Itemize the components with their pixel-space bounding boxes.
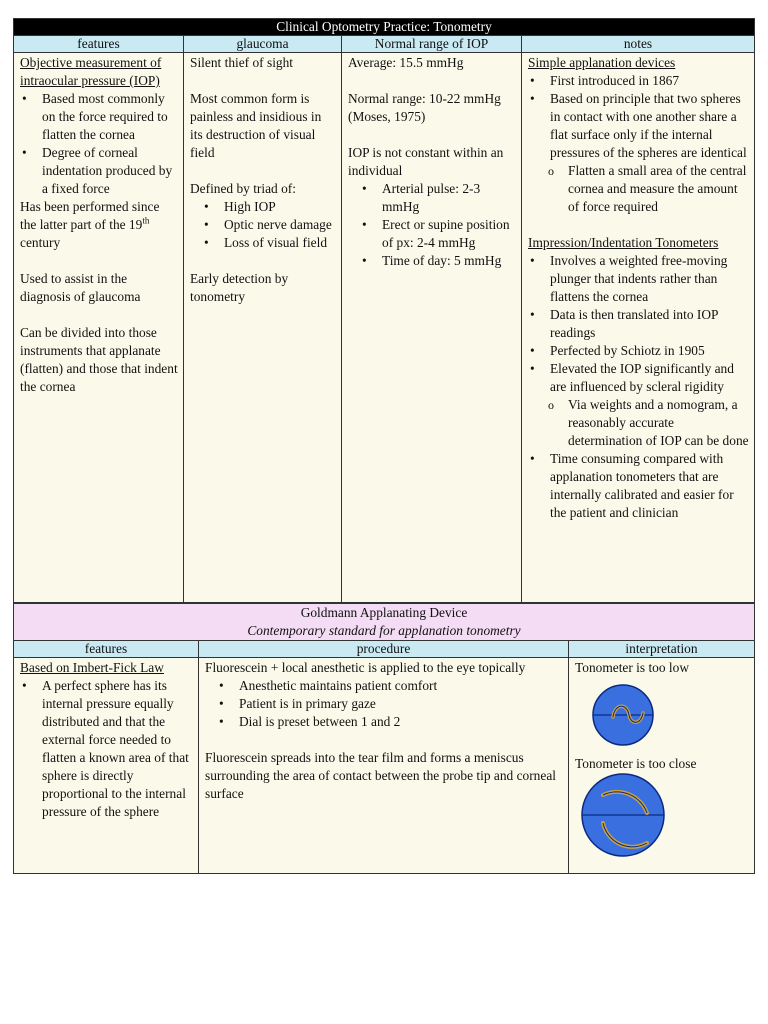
goldmann-header-row <box>14 641 755 658</box>
iop-variation-list <box>348 180 516 270</box>
iop-normal-range: Normal range: 10-22 mmHg (Moses, 1975) <box>348 91 501 124</box>
list-item: • Data is then translated into IOP readings <box>528 306 749 342</box>
iop-cell <box>342 53 522 603</box>
tonometry-table <box>13 18 755 603</box>
list-item: • Elevated the IOP significantly and are influenced by scleral rigidity <box>528 360 749 396</box>
procedure-intro: Fluorescein + local anesthetic is applied to the eye topically <box>205 660 526 675</box>
list-item: • Anesthetic maintains patient comfort <box>205 677 563 695</box>
list-item: • First introduced in 1867 <box>528 72 749 90</box>
list-item: • Erect or supine position of px: 2-4 mmHg <box>348 216 516 252</box>
list-item: • Time consuming compared with applanation tonometers that are internally calibrated and easier for the patient and clinician <box>528 450 749 522</box>
glaucoma-detection: Early detection by tonometry <box>190 271 289 304</box>
features-heading: Objective measurement of intraocular pressure (IOP) <box>20 55 162 88</box>
tonometer-close-label: Tonometer is too close <box>575 756 697 771</box>
features-history: Has been performed since the latter part of the 19th century <box>20 199 160 250</box>
tonometer-low-mire-icon <box>575 677 745 749</box>
indentation-sublist <box>528 396 749 450</box>
list-item: • High IOP <box>190 198 336 216</box>
iop-average: Average: 15.5 mmHg <box>348 55 464 70</box>
list-item: • Involves a weighted free-moving plunger that indents rather than flattens the cornea <box>528 252 749 306</box>
indentation-heading: Impression/Indentation Tonometers <box>528 235 719 250</box>
list-item: • Time of day: 5 mmHg <box>348 252 516 270</box>
glaucoma-cell <box>184 53 342 603</box>
goldmann-procedure-cell <box>199 658 569 874</box>
list-item: • Based on principle that two spheres in contact with one another share a flat surface only if the internal pressures of the spheres are identical <box>528 90 749 162</box>
page-title: Clinical Optometry Practice: Tonometry <box>14 19 755 36</box>
header-notes: notes <box>522 36 755 53</box>
goldmann-subtitle: Contemporary standard for applanation tonometry <box>247 623 521 638</box>
tonometer-close-mire-icon <box>575 773 745 859</box>
header-iop-range: Normal range of IOP <box>342 36 522 53</box>
glaucoma-description: Most common form is painless and insidious in its destruction of visual field <box>190 91 322 160</box>
glaucoma-triad-intro: Defined by triad of: <box>190 181 296 196</box>
imbert-fick-heading: Based on Imbert-Fick Law <box>20 660 164 675</box>
glaucoma-nickname: Silent thief of sight <box>190 55 294 70</box>
features-use: Used to assist in the diagnosis of glaucoma <box>20 271 141 304</box>
list-item: • Dial is preset between 1 and 2 <box>205 713 563 731</box>
simple-applanation-sublist <box>528 162 749 216</box>
notes-cell <box>522 53 755 603</box>
goldmann-title: Goldmann Applanating Device <box>300 605 468 620</box>
goldmann-banner <box>14 604 755 641</box>
table-header-row <box>14 36 755 53</box>
procedure-list <box>205 677 563 731</box>
goldmann-header-procedure: procedure <box>199 641 569 658</box>
glaucoma-triad-list <box>190 198 336 252</box>
list-item: o Flatten a small area of the central cornea and measure the amount of force required <box>528 162 749 216</box>
simple-applanation-list <box>528 72 749 162</box>
features-division: Can be divided into those instruments that applanate (flatten) and those that indent the cornea <box>20 325 178 394</box>
list-item: • Arterial pulse: 2-3 mmHg <box>348 180 516 216</box>
goldmann-header-interpretation: interpretation <box>569 641 755 658</box>
tonometry-sheet <box>13 18 754 874</box>
iop-variation-intro: IOP is not constant within an individual <box>348 145 504 178</box>
list-item: • Based most commonly on the force required to flatten the cornea <box>20 90 178 144</box>
list-item: • Patient is in primary gaze <box>205 695 563 713</box>
simple-applanation-heading: Simple applanation devices <box>528 55 676 70</box>
features-cell <box>14 53 184 603</box>
list-item: o Via weights and a nomogram, a reasonably accurate determination of IOP can be done <box>528 396 749 450</box>
features-list <box>20 90 178 198</box>
tonometer-low-label: Tonometer is too low <box>575 660 689 675</box>
procedure-outcome: Fluorescein spreads into the tear film and forms a meniscus surrounding the area of contact between the probe tip and corneal surface <box>205 750 556 801</box>
indentation-list <box>528 252 749 396</box>
header-features: features <box>14 36 184 53</box>
goldmann-table <box>13 603 755 874</box>
table-body-row <box>14 53 755 603</box>
goldmann-features-cell <box>14 658 199 874</box>
list-item: • Optic nerve damage <box>190 216 336 234</box>
goldmann-header-features: features <box>14 641 199 658</box>
goldmann-interpretation-cell <box>569 658 755 874</box>
imbert-fick-list <box>20 677 193 821</box>
list-item: • Degree of corneal indentation produced by a fixed force <box>20 144 178 198</box>
goldmann-body-row <box>14 658 755 874</box>
list-item: • Perfected by Schiotz in 1905 <box>528 342 749 360</box>
list-item: • A perfect sphere has its internal pressure equally distributed and that the external force needed to flatten a known area of that sphere is directly proportional to the internal pressure of the sphere <box>20 677 193 821</box>
list-item: • Loss of visual field <box>190 234 336 252</box>
indentation-list-end <box>528 450 749 522</box>
header-glaucoma: glaucoma <box>184 36 342 53</box>
